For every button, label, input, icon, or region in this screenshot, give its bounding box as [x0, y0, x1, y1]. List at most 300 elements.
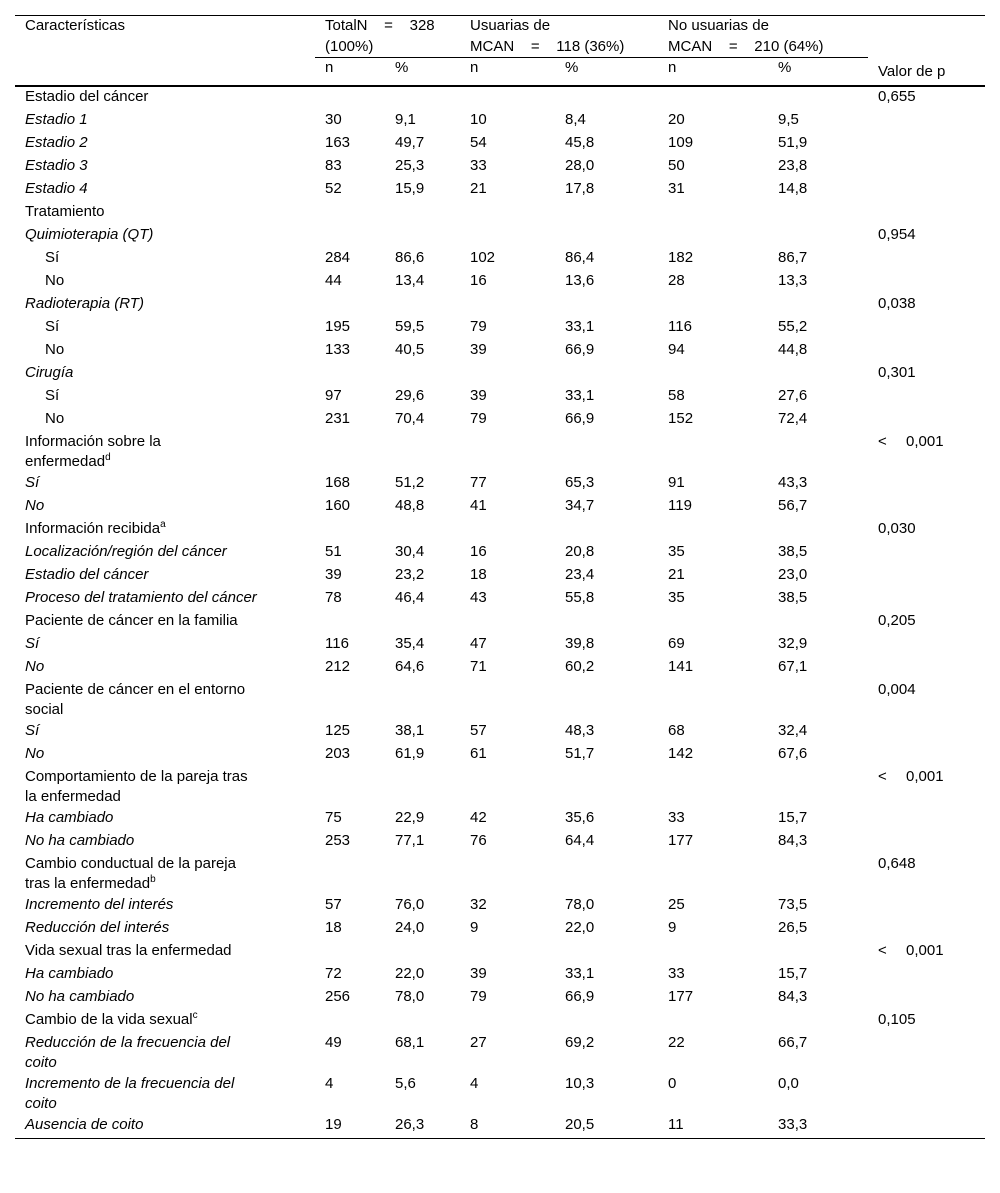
row-label: [15, 386, 315, 409]
header-pct-users: %: [555, 58, 658, 86]
cell-pct: 35,4: [395, 634, 425, 652]
row-label-text: Sí: [25, 721, 40, 739]
cell-pct: 20,8: [565, 542, 595, 560]
cell-pvalue: [868, 1074, 985, 1115]
table-row: [15, 680, 985, 721]
cell-n: [315, 519, 385, 542]
cell-pct: [768, 1010, 868, 1033]
table-row: [15, 133, 985, 156]
table-row: [15, 808, 985, 831]
footnote-marker: d: [105, 452, 111, 463]
cell-n: 39: [470, 340, 487, 358]
row-label-text: No: [25, 496, 45, 514]
cell-pct: [555, 611, 658, 634]
cell-n: [658, 680, 768, 721]
cell-n: 94: [668, 340, 685, 358]
cell-pvalue: [868, 1010, 985, 1033]
cell-pvalue: [868, 1033, 985, 1074]
cell-pct: 9,1: [395, 110, 416, 128]
header-n-total: n: [315, 58, 385, 86]
pvalue-text: 0,001: [906, 941, 944, 959]
table-row: [15, 86, 985, 110]
cell-pct: [768, 432, 868, 473]
cell-pct: [555, 202, 658, 225]
cell-n: 50: [668, 156, 685, 174]
header-pvalue: Valor de p: [868, 58, 985, 86]
cell-pct: 61,9: [395, 744, 425, 762]
table-row: [15, 588, 985, 611]
cell-pct: 78,0: [565, 895, 595, 913]
row-label: [15, 363, 315, 386]
row-label-text: Tratamiento: [25, 202, 105, 220]
row-label: [15, 225, 315, 248]
cell-pct: 8,4: [565, 110, 586, 128]
table-row: [15, 179, 985, 202]
cell-n: [658, 225, 768, 248]
row-label-text: Radioterapia (RT): [25, 294, 144, 312]
cell-n: [460, 86, 555, 110]
cell-pct: 14,8: [778, 179, 808, 197]
cell-n: 163: [325, 133, 351, 151]
cell-n: [315, 202, 385, 225]
cell-pvalue: [868, 519, 985, 542]
cell-n: [460, 611, 555, 634]
cell-pct: [385, 854, 460, 895]
row-label-text: Incremento de la frecuencia del: [25, 1074, 235, 1092]
row-label: [15, 987, 315, 1010]
cell-pvalue: [868, 473, 985, 496]
row-label: [15, 1010, 315, 1033]
header-total: [315, 16, 460, 58]
row-label: [15, 895, 315, 918]
cell-pct: 29,6: [395, 386, 425, 404]
pvalue-text: 0,648: [878, 854, 916, 872]
header-total-top: TotalN = 328: [325, 17, 435, 34]
pvalue-less-than: <: [878, 941, 887, 959]
table-row: [15, 363, 985, 386]
table-row: [15, 340, 985, 363]
cell-n: 39: [470, 386, 487, 404]
row-label-text: Información sobre la: [25, 432, 161, 450]
cell-n: [315, 767, 385, 808]
table-row: [15, 767, 985, 808]
table-row: [15, 542, 985, 565]
cell-pct: 43,3: [778, 473, 808, 491]
cell-pct: [768, 680, 868, 721]
cell-n: 231: [325, 409, 351, 427]
row-label: [15, 854, 315, 895]
pvalue-less-than: <: [878, 767, 887, 785]
cell-pct: 26,5: [778, 918, 808, 936]
cell-n: 47: [470, 634, 487, 652]
table-row: [15, 248, 985, 271]
cell-n: 9: [470, 918, 479, 936]
row-label: [15, 496, 315, 519]
row-label-text: Cambio conductual de la pareja: [25, 854, 236, 872]
cell-pct: 38,5: [778, 588, 808, 606]
table-row: [15, 156, 985, 179]
cell-pct: 33,1: [565, 964, 595, 982]
cell-pvalue: [868, 542, 985, 565]
cell-pct: 51,9: [778, 133, 808, 151]
cell-pct: 78,0: [395, 987, 425, 1005]
cell-pct: 13,6: [565, 271, 595, 289]
cell-pvalue: [868, 1115, 985, 1139]
cell-n: 141: [668, 657, 694, 675]
cell-n: [315, 854, 385, 895]
cell-pvalue: [868, 918, 985, 941]
cell-pct: 86,6: [395, 248, 425, 266]
header-users-bottom: MCAN = 118 (36%): [470, 37, 625, 55]
row-label-text: Cirugía: [25, 363, 74, 381]
cell-pct: 56,7: [778, 496, 808, 514]
row-label: [15, 156, 315, 179]
cell-pct: 51,2: [395, 473, 425, 491]
row-label-text: Paciente de cáncer en el entorno: [25, 680, 246, 698]
cell-n: 133: [325, 340, 351, 358]
cell-pvalue: [868, 386, 985, 409]
cell-pct: 59,5: [395, 317, 425, 335]
cell-n: 16: [470, 271, 487, 289]
row-label-text: Ausencia de coito: [25, 1115, 144, 1133]
row-label-text: No ha cambiado: [25, 831, 135, 849]
row-label: [15, 964, 315, 987]
cell-pct: [385, 1010, 460, 1033]
cell-n: 256: [325, 987, 351, 1005]
cell-n: 160: [325, 496, 351, 514]
row-label-text: Cambio de la vida sexual: [25, 1010, 193, 1028]
cell-pvalue: [868, 271, 985, 294]
cell-pct: 32,4: [778, 721, 808, 739]
cell-pct: [768, 854, 868, 895]
table-row: [15, 831, 985, 854]
cell-n: 97: [325, 386, 342, 404]
cell-pvalue: [868, 680, 985, 721]
cell-n: 253: [325, 831, 351, 849]
cell-n: 79: [470, 317, 487, 335]
cell-pct: [385, 202, 460, 225]
cell-n: 177: [668, 987, 694, 1005]
cell-n: 28: [668, 271, 685, 289]
cell-n: 39: [325, 565, 342, 583]
row-label-text: Reducción del interés: [25, 918, 170, 936]
cell-pct: 22,0: [395, 964, 425, 982]
row-label-text: Sí: [45, 317, 60, 335]
table-row: [15, 271, 985, 294]
header-blank: [868, 16, 985, 58]
cell-pvalue: [868, 496, 985, 519]
cell-n: 116: [325, 634, 349, 652]
cell-n: 177: [668, 831, 694, 849]
cell-n: [658, 519, 768, 542]
pvalue-text: 0,301: [878, 363, 916, 381]
cell-pct: [555, 1010, 658, 1033]
row-label-text: Estadio 3: [25, 156, 88, 174]
cell-pvalue: [868, 657, 985, 680]
cell-pvalue: [868, 964, 985, 987]
cell-pct: [555, 294, 658, 317]
cell-n: 195: [325, 317, 351, 335]
cell-n: [460, 202, 555, 225]
row-label-text: No: [25, 744, 45, 762]
table-row: [15, 225, 985, 248]
cell-n: 18: [470, 565, 487, 583]
cell-pvalue: [868, 565, 985, 588]
cell-pct: 27,6: [778, 386, 808, 404]
cell-pvalue: [868, 133, 985, 156]
table-row: [15, 565, 985, 588]
table-row: [15, 657, 985, 680]
cell-n: 91: [668, 473, 685, 491]
cell-n: 43: [470, 588, 487, 606]
row-label-text: No: [45, 340, 65, 358]
cell-pct: 51,7: [565, 744, 595, 762]
cell-pct: 84,3: [778, 831, 808, 849]
cell-n: 52: [325, 179, 342, 197]
header-pct-total: %: [385, 58, 460, 86]
table-row: [15, 611, 985, 634]
footnote-marker: a: [160, 518, 166, 530]
cell-pct: 40,5: [395, 340, 425, 358]
cell-pct: 55,2: [778, 317, 808, 335]
cell-n: 33: [470, 156, 487, 174]
cell-n: 9: [668, 918, 677, 936]
cell-n: 61: [470, 744, 487, 762]
cell-pct: 13,4: [395, 271, 425, 289]
cell-n: [658, 854, 768, 895]
cell-pct: [768, 294, 868, 317]
cell-n: [315, 363, 385, 386]
row-label-text: No ha cambiado: [25, 987, 135, 1005]
cell-pct: [385, 680, 460, 721]
row-label: [15, 133, 315, 156]
cell-n: 54: [470, 133, 487, 151]
cell-pvalue: [868, 202, 985, 225]
row-label-text: Sí: [45, 248, 60, 266]
cell-pct: 66,9: [565, 340, 595, 358]
cell-pct: [555, 432, 658, 473]
table-row: [15, 1033, 985, 1074]
cell-pct: 38,1: [395, 721, 425, 739]
cell-pct: 44,8: [778, 340, 808, 358]
row-label-text-2: enfermedad: [25, 453, 106, 470]
cell-pct: 67,6: [778, 744, 808, 762]
cell-n: 203: [325, 744, 351, 762]
header-n-users: n: [460, 58, 555, 86]
row-label-text: Paciente de cáncer en la familia: [25, 611, 238, 629]
cell-pvalue: [868, 179, 985, 202]
cell-pct: 48,8: [395, 496, 425, 514]
pvalue-less-than: <: [878, 432, 887, 450]
cell-pct: 23,4: [565, 565, 595, 583]
row-label: [15, 542, 315, 565]
cell-pct: 55,8: [565, 588, 595, 606]
table-row: [15, 895, 985, 918]
row-label: [15, 110, 315, 133]
cell-pct: 70,4: [395, 409, 425, 427]
row-label-text: Estadio del cáncer: [25, 87, 149, 105]
cell-n: 16: [470, 542, 487, 560]
cell-pct: 76,0: [395, 895, 425, 913]
cell-pct: [768, 202, 868, 225]
cell-pct: 32,9: [778, 634, 808, 652]
cell-pct: 0,0: [778, 1074, 799, 1092]
cell-pct: [768, 767, 868, 808]
cell-n: 18: [325, 918, 342, 936]
row-label: [15, 611, 315, 634]
cell-n: [658, 767, 768, 808]
row-label: [15, 808, 315, 831]
cell-n: 119: [668, 496, 692, 514]
table-row: [15, 941, 985, 964]
row-label-text-2: la enfermedad: [25, 788, 121, 805]
cell-n: 78: [325, 588, 342, 606]
cell-n: 142: [668, 744, 694, 762]
cell-n: 4: [325, 1074, 334, 1092]
cell-pct: 15,7: [778, 808, 808, 826]
cell-pvalue: [868, 831, 985, 854]
cell-pct: [555, 941, 658, 964]
table-row: [15, 1010, 985, 1033]
header-nonusers-top: No usuarias de: [668, 17, 769, 34]
row-label: [15, 941, 315, 964]
table-row: [15, 432, 985, 473]
cell-pct: 60,2: [565, 657, 595, 675]
cell-n: [658, 202, 768, 225]
cell-n: 116: [668, 317, 692, 335]
cell-n: 75: [325, 808, 342, 826]
cell-pvalue: [868, 317, 985, 340]
cell-n: [460, 432, 555, 473]
cell-pct: [555, 519, 658, 542]
row-label-text-2: tras la enfermedad: [25, 875, 151, 892]
cell-n: 83: [325, 156, 342, 174]
cell-pct: [385, 519, 460, 542]
cell-pct: [385, 294, 460, 317]
table-row: [15, 854, 985, 895]
cell-n: 58: [668, 386, 685, 404]
cell-pct: 30,4: [395, 542, 425, 560]
row-label-text-2: coito: [25, 1054, 57, 1071]
cell-pct: 67,1: [778, 657, 808, 675]
row-label-text: Localización/región del cáncer: [25, 542, 227, 560]
cell-n: 79: [470, 987, 487, 1005]
table-row: [15, 1115, 985, 1139]
row-label-text: Estadio 2: [25, 133, 88, 151]
cell-pct: [555, 854, 658, 895]
cell-n: 33: [668, 808, 685, 826]
row-label-text: No: [45, 409, 65, 427]
cell-pvalue: [868, 895, 985, 918]
row-label: [15, 317, 315, 340]
row-label: [15, 1115, 315, 1139]
cell-pct: 33,1: [565, 386, 595, 404]
cell-n: 77: [470, 473, 487, 491]
cell-n: 8: [460, 1115, 555, 1139]
pvalue-text: 0,038: [878, 294, 916, 312]
cell-n: 27: [470, 1033, 487, 1051]
cell-pct: [768, 86, 868, 110]
cell-pct: [768, 611, 868, 634]
cell-pct: [555, 680, 658, 721]
cell-n: 31: [668, 179, 685, 197]
row-label: [15, 588, 315, 611]
cell-pct: [385, 611, 460, 634]
cell-n: [315, 680, 385, 721]
row-label-text: Sí: [25, 473, 40, 491]
pvalue-text: 0,655: [878, 87, 916, 105]
cell-n: 42: [470, 808, 487, 826]
header-total-bottom: (100%): [325, 37, 374, 55]
cell-n: 68: [668, 721, 685, 739]
cell-n: 71: [470, 657, 487, 675]
cell-pct: 46,4: [395, 588, 425, 606]
row-label-text: Estadio del cáncer: [25, 565, 149, 583]
pvalue-text: 0,205: [878, 611, 916, 629]
pvalue-text: 0,004: [878, 680, 916, 698]
row-label: [15, 519, 315, 542]
cell-n: [315, 225, 385, 248]
cell-pct: 66,9: [565, 409, 595, 427]
row-label-text: Estadio 1: [25, 110, 88, 128]
row-label: [15, 248, 315, 271]
row-label-text: Incremento del interés: [25, 895, 174, 913]
cell-pct: 33,3: [768, 1115, 868, 1139]
cell-pct: 17,8: [565, 179, 595, 197]
row-label-text-2: social: [25, 701, 64, 718]
cell-n: [460, 225, 555, 248]
cell-n: 30: [325, 110, 342, 128]
cell-pct: 48,3: [565, 721, 595, 739]
cell-pct: 72,4: [778, 409, 808, 427]
table-row: [15, 721, 985, 744]
table-row: [15, 744, 985, 767]
cell-pct: [555, 86, 658, 110]
row-label: [15, 1033, 315, 1074]
cell-pct: 23,8: [778, 156, 808, 174]
table-row: [15, 386, 985, 409]
cell-n: 49: [325, 1033, 342, 1051]
cell-pvalue: [868, 721, 985, 744]
cell-pct: 38,5: [778, 542, 808, 560]
cell-n: 79: [470, 409, 487, 427]
cell-n: [460, 1010, 555, 1033]
cell-n: 57: [325, 895, 342, 913]
row-label-text-2: coito: [25, 1095, 57, 1112]
table-row: [15, 202, 985, 225]
cell-pct: [555, 225, 658, 248]
cell-pct: [385, 941, 460, 964]
cell-n: [658, 432, 768, 473]
cell-n: 0: [668, 1074, 677, 1092]
cell-pct: 86,7: [778, 248, 808, 266]
cell-pct: 15,9: [395, 179, 425, 197]
cell-pct: 33,1: [565, 317, 595, 335]
row-label: [15, 565, 315, 588]
row-label: [15, 634, 315, 657]
cell-n: [460, 363, 555, 386]
cell-n: 72: [325, 964, 342, 982]
table-row: [15, 473, 985, 496]
header-nonusers-bottom: MCAN = 210 (64%): [668, 37, 824, 55]
cell-n: [315, 86, 385, 110]
row-label: [15, 409, 315, 432]
cell-pvalue: [868, 110, 985, 133]
cell-pct: 10,3: [565, 1074, 595, 1092]
header-characteristics: Características: [15, 16, 315, 58]
cell-n: 125: [325, 721, 351, 739]
table-row: [15, 964, 985, 987]
